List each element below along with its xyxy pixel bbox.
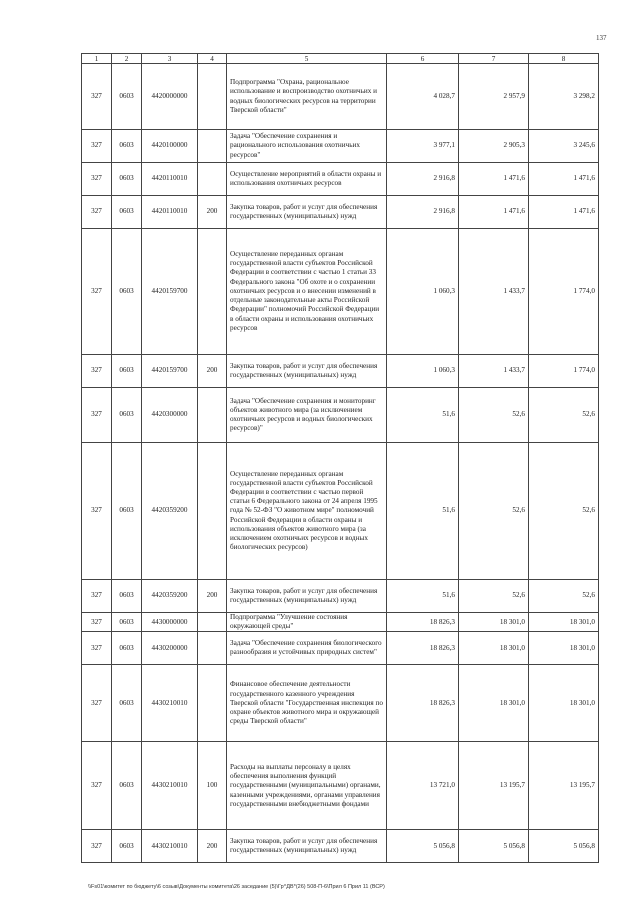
cell-amount-col6: 5 056,8 xyxy=(387,830,459,863)
cell-amount-col6: 51,6 xyxy=(387,580,459,613)
cell-administrator-code: 327 xyxy=(82,388,112,443)
cell-section-code: 0603 xyxy=(112,443,142,580)
cell-amount-col6: 18 826,3 xyxy=(387,632,459,665)
cell-expense-type-code xyxy=(198,632,227,665)
column-header: 3 xyxy=(142,54,198,64)
cell-administrator-code: 327 xyxy=(82,580,112,613)
cell-amount-col7: 1 433,7 xyxy=(459,229,529,355)
cell-amount-col8: 52,6 xyxy=(529,580,599,613)
cell-amount-col8: 13 195,7 xyxy=(529,742,599,830)
cell-amount-col6: 2 916,8 xyxy=(387,196,459,229)
cell-section-code: 0603 xyxy=(112,229,142,355)
cell-amount-col8: 5 056,8 xyxy=(529,830,599,863)
cell-section-code: 0603 xyxy=(112,665,142,742)
table-row xyxy=(82,163,599,196)
cell-description: Осуществление переданных органам государственной власти субъектов Российской Федерации в соответствии с частью 1 статьи 33 Федерального закона "Об охоте и о сохранении охотничьих ресурсов и о внесении изменений в отдельные законодательные акты Российской Федерации" полномочий Российской Федерации в области охраны и использования охотничьих ресурсов xyxy=(227,229,387,355)
table-row xyxy=(82,355,599,388)
table-row xyxy=(82,632,599,665)
cell-target-article-code: 4430210010 xyxy=(142,742,198,830)
cell-expense-type-code xyxy=(198,130,227,163)
cell-expense-type-code: 200 xyxy=(198,580,227,613)
cell-description: Задача "Обеспечение сохранения и мониторинг объектов животного мира (за исключением охотничьих ресурсов и водных биологических ресурсов)" xyxy=(227,388,387,443)
cell-amount-col7: 1 433,7 xyxy=(459,355,529,388)
cell-description: Задача "Обеспечение сохранения биологического разнообразия и устойчивых природных систем" xyxy=(227,632,387,665)
cell-target-article-code: 4430200000 xyxy=(142,632,198,665)
cell-administrator-code: 327 xyxy=(82,830,112,863)
column-header: 8 xyxy=(529,54,599,64)
cell-amount-col7: 2 957,9 xyxy=(459,64,529,130)
column-header: 5 xyxy=(227,54,387,64)
cell-target-article-code: 4420159700 xyxy=(142,355,198,388)
cell-expense-type-code xyxy=(198,443,227,580)
cell-section-code: 0603 xyxy=(112,613,142,632)
cell-amount-col7: 13 195,7 xyxy=(459,742,529,830)
cell-amount-col6: 18 826,3 xyxy=(387,613,459,632)
column-header: 4 xyxy=(198,54,227,64)
cell-administrator-code: 327 xyxy=(82,665,112,742)
cell-target-article-code: 4430210010 xyxy=(142,830,198,863)
cell-target-article-code: 4430210010 xyxy=(142,665,198,742)
cell-expense-type-code: 200 xyxy=(198,355,227,388)
cell-expense-type-code: 100 xyxy=(198,742,227,830)
cell-amount-col7: 1 471,6 xyxy=(459,196,529,229)
cell-administrator-code: 327 xyxy=(82,355,112,388)
cell-expense-type-code xyxy=(198,665,227,742)
table-row xyxy=(82,830,599,863)
table-row xyxy=(82,64,599,130)
cell-amount-col6: 1 060,3 xyxy=(387,229,459,355)
table-row xyxy=(82,443,599,580)
cell-administrator-code: 327 xyxy=(82,613,112,632)
table-row xyxy=(82,665,599,742)
cell-description: Закупка товаров, работ и услуг для обеспечения государственных (муниципальных) нужд xyxy=(227,196,387,229)
table-row xyxy=(82,388,599,443)
table-row xyxy=(82,229,599,355)
cell-target-article-code: 4420359200 xyxy=(142,443,198,580)
cell-description: Расходы на выплаты персоналу в целях обеспечения выполнения функций государственными (муниципальными) органами, казенными учреждениями, органами управления государственными внебюджетными фондами xyxy=(227,742,387,830)
cell-amount-col8: 52,6 xyxy=(529,443,599,580)
cell-expense-type-code xyxy=(198,613,227,632)
budget-table xyxy=(81,53,599,863)
cell-description: Осуществление переданных органам государственной власти субъектов Российской Федерации в соответствии с частью первой статьи 6 Федерального закона от 24 апреля 1995 года № 52-ФЗ "О животном мире" полномочий Российской Федерации в области охраны и использования объектов животного мира (за исключением охотничьих ресурсов и водных биологических ресурсов) xyxy=(227,443,387,580)
table-row xyxy=(82,130,599,163)
cell-amount-col7: 18 301,0 xyxy=(459,613,529,632)
cell-description: Подпрограмма "Улучшение состояния окружающей среды" xyxy=(227,613,387,632)
cell-target-article-code: 4420000000 xyxy=(142,64,198,130)
cell-administrator-code: 327 xyxy=(82,130,112,163)
cell-section-code: 0603 xyxy=(112,196,142,229)
footer-file-path: \\Fs01\комитет по бюджету\6 созыв\Документы комитета\26 заседание (5)\Гр^ДВ*(26) 508-П-6\Прил 6 Прил 11 (ВСР) xyxy=(88,884,385,890)
cell-amount-col6: 13 721,0 xyxy=(387,742,459,830)
cell-amount-col7: 2 905,3 xyxy=(459,130,529,163)
table-row xyxy=(82,742,599,830)
column-header: 2 xyxy=(112,54,142,64)
cell-amount-col7: 18 301,0 xyxy=(459,665,529,742)
cell-description: Подпрограмма "Охрана, рациональное использование и воспроизводство охотничьих и водных биологических ресурсов на территории Тверской области" xyxy=(227,64,387,130)
cell-section-code: 0603 xyxy=(112,580,142,613)
cell-section-code: 0603 xyxy=(112,64,142,130)
cell-amount-col7: 18 301,0 xyxy=(459,632,529,665)
cell-description: Осуществление мероприятий в области охраны и использования охотничьих ресурсов xyxy=(227,163,387,196)
cell-target-article-code: 4420359200 xyxy=(142,580,198,613)
table-row xyxy=(82,613,599,632)
cell-amount-col6: 3 977,1 xyxy=(387,130,459,163)
cell-expense-type-code xyxy=(198,388,227,443)
cell-amount-col7: 52,6 xyxy=(459,388,529,443)
cell-administrator-code: 327 xyxy=(82,64,112,130)
table-header-row xyxy=(82,54,599,64)
cell-amount-col8: 18 301,0 xyxy=(529,613,599,632)
cell-expense-type-code: 200 xyxy=(198,196,227,229)
column-header: 7 xyxy=(459,54,529,64)
cell-description: Закупка товаров, работ и услуг для обеспечения государственных (муниципальных) нужд xyxy=(227,580,387,613)
cell-description: Закупка товаров, работ и услуг для обеспечения государственных (муниципальных) нужд xyxy=(227,355,387,388)
cell-amount-col8: 1 471,6 xyxy=(529,163,599,196)
cell-amount-col8: 52,6 xyxy=(529,388,599,443)
cell-amount-col8: 1 774,0 xyxy=(529,229,599,355)
cell-section-code: 0603 xyxy=(112,632,142,665)
cell-amount-col8: 1 471,6 xyxy=(529,196,599,229)
cell-target-article-code: 4420300000 xyxy=(142,388,198,443)
cell-expense-type-code xyxy=(198,163,227,196)
cell-expense-type-code xyxy=(198,64,227,130)
cell-administrator-code: 327 xyxy=(82,229,112,355)
column-header: 6 xyxy=(387,54,459,64)
cell-target-article-code: 4420100000 xyxy=(142,130,198,163)
column-header: 1 xyxy=(82,54,112,64)
cell-administrator-code: 327 xyxy=(82,632,112,665)
page-number: 137 xyxy=(596,34,607,42)
cell-target-article-code: 4420110010 xyxy=(142,163,198,196)
table-row xyxy=(82,196,599,229)
cell-amount-col6: 1 060,3 xyxy=(387,355,459,388)
cell-amount-col6: 4 028,7 xyxy=(387,64,459,130)
cell-section-code: 0603 xyxy=(112,130,142,163)
cell-administrator-code: 327 xyxy=(82,196,112,229)
cell-amount-col6: 51,6 xyxy=(387,388,459,443)
cell-amount-col8: 1 774,0 xyxy=(529,355,599,388)
cell-amount-col7: 52,6 xyxy=(459,580,529,613)
cell-expense-type-code: 200 xyxy=(198,830,227,863)
cell-amount-col8: 18 301,0 xyxy=(529,665,599,742)
cell-administrator-code: 327 xyxy=(82,742,112,830)
cell-administrator-code: 327 xyxy=(82,443,112,580)
cell-amount-col8: 3 245,6 xyxy=(529,130,599,163)
cell-amount-col7: 52,6 xyxy=(459,443,529,580)
cell-amount-col6: 18 826,3 xyxy=(387,665,459,742)
table-row xyxy=(82,580,599,613)
cell-description: Финансовое обеспечение деятельности государственного казенного учреждения Тверской области "Государственная инспекция по охране объектов животного мира и окружающей среды Тверской области" xyxy=(227,665,387,742)
cell-target-article-code: 4430000000 xyxy=(142,613,198,632)
cell-amount-col7: 5 056,8 xyxy=(459,830,529,863)
cell-section-code: 0603 xyxy=(112,830,142,863)
cell-section-code: 0603 xyxy=(112,355,142,388)
cell-section-code: 0603 xyxy=(112,163,142,196)
cell-target-article-code: 4420159700 xyxy=(142,229,198,355)
cell-expense-type-code xyxy=(198,229,227,355)
cell-administrator-code: 327 xyxy=(82,163,112,196)
cell-amount-col6: 51,6 xyxy=(387,443,459,580)
cell-description: Закупка товаров, работ и услуг для обеспечения государственных (муниципальных) нужд xyxy=(227,830,387,863)
cell-amount-col7: 1 471,6 xyxy=(459,163,529,196)
cell-amount-col6: 2 916,8 xyxy=(387,163,459,196)
cell-amount-col8: 18 301,0 xyxy=(529,632,599,665)
cell-amount-col8: 3 298,2 xyxy=(529,64,599,130)
cell-target-article-code: 4420110010 xyxy=(142,196,198,229)
cell-section-code: 0603 xyxy=(112,742,142,830)
cell-description: Задача "Обеспечение сохранения и рационального использования охотничьих ресурсов" xyxy=(227,130,387,163)
cell-section-code: 0603 xyxy=(112,388,142,443)
